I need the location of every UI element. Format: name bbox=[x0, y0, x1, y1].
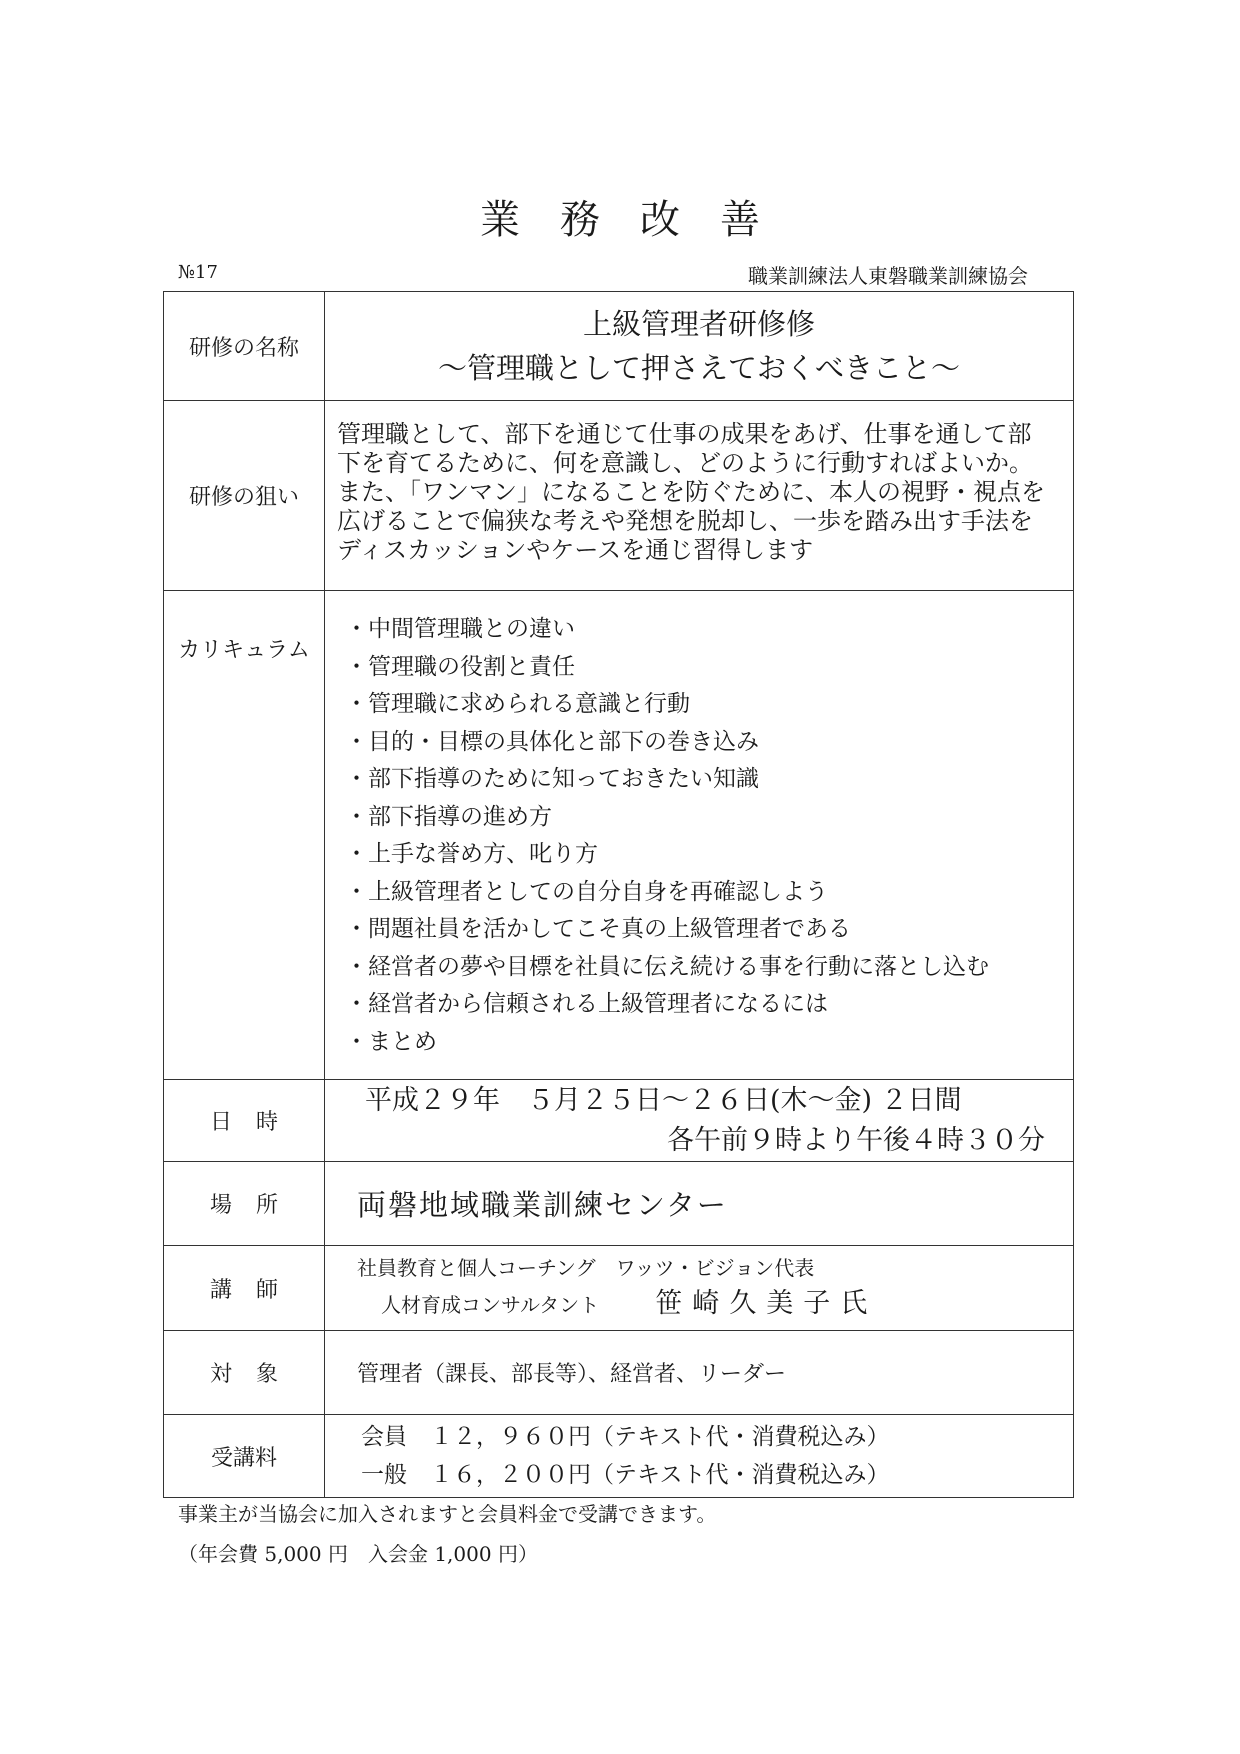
list-item: ・ 管理職の役割と責任 bbox=[345, 649, 1073, 687]
course-name-cell bbox=[325, 292, 1074, 401]
instructor-line2 bbox=[325, 1285, 1073, 1326]
organization-name: 職業訓練法人東磐職業訓練協会 bbox=[748, 264, 1028, 288]
aim-line: 広げることで偏狭な考えや発想を脱却し、一歩を踏み出す手法を bbox=[337, 507, 1033, 535]
list-item: ・ まとめ bbox=[345, 1024, 1073, 1062]
membership-note: 事業主が当協会に加入されますと会員料金で受講できます。 bbox=[178, 1502, 717, 1526]
list-item: ・ 経営者から信頼される上級管理者になるには bbox=[345, 986, 1073, 1024]
aim-cell bbox=[325, 401, 1074, 591]
target-cell bbox=[325, 1331, 1074, 1415]
aim-text bbox=[325, 420, 1073, 565]
curriculum-cell bbox=[325, 591, 1074, 1080]
document-number: №17 bbox=[178, 262, 218, 283]
list-item: ・ 上手な誉め方、叱り方 bbox=[345, 836, 1073, 874]
course-name-row bbox=[164, 292, 1074, 401]
list-item: ・ 経営者の夢や目標を社員に伝え続ける事を行動に落とし込む bbox=[345, 949, 1073, 987]
aim-line: ディスカッションやケースを通じ習得します bbox=[337, 536, 814, 564]
page-title: 業務改善 bbox=[480, 197, 800, 243]
fee-general: 一般 １６，２００円（テキスト代・消費税込み） bbox=[361, 1462, 890, 1488]
fee-cell bbox=[325, 1415, 1074, 1498]
instructor-row bbox=[164, 1246, 1074, 1331]
course-name-label: 研修の名称 bbox=[164, 292, 325, 401]
aim-line: 下を育てるために、何を意識し、どのように行動すればよいか。 bbox=[337, 449, 1033, 477]
aim-line: 管理職として、部下を通じて仕事の成果をあげ、仕事を通して部 bbox=[337, 420, 1032, 448]
curriculum-label: カリキュラム bbox=[164, 591, 325, 1080]
target-label: 対象 bbox=[164, 1331, 325, 1415]
instructor-role: 人材育成コンサルタント bbox=[381, 1292, 600, 1317]
aim-label: 研修の狙い bbox=[164, 401, 325, 591]
aim-row bbox=[164, 401, 1074, 591]
datetime-cell bbox=[325, 1080, 1074, 1162]
datetime-dates: 平成２９年 ５月２５日～２６日(木～金) ２日間 bbox=[365, 1084, 962, 1116]
curriculum-list bbox=[325, 591, 1073, 1061]
fee-row bbox=[164, 1415, 1074, 1498]
curriculum-row bbox=[164, 591, 1074, 1080]
list-item: ・ 目的・目標の具体化と部下の巻き込み bbox=[345, 724, 1073, 762]
venue-value: 両磐地域職業訓練センター bbox=[357, 1188, 728, 1222]
list-item: ・ 問題社員を活かしてこそ真の上級管理者である bbox=[345, 911, 1073, 949]
instructor-label: 講師 bbox=[164, 1246, 325, 1331]
course-info-table bbox=[163, 291, 1074, 1498]
list-item: ・ 部下指導のために知っておきたい知識 bbox=[345, 761, 1073, 799]
venue-label: 場所 bbox=[164, 1162, 325, 1246]
list-item: ・ 中間管理職との違い bbox=[345, 611, 1073, 649]
venue-cell bbox=[325, 1162, 1074, 1246]
list-item: ・ 管理職に求められる意識と行動 bbox=[345, 686, 1073, 724]
course-name-line2: ～管理職として押さえておくべきこと～ bbox=[437, 351, 960, 385]
datetime-hours: 各午前９時より午後４時３０分 bbox=[667, 1124, 1045, 1156]
instructor-cell bbox=[325, 1246, 1074, 1331]
target-row bbox=[164, 1331, 1074, 1415]
membership-fee-note: （年会費 5,000 円 入会金 1,000 円） bbox=[178, 1542, 538, 1566]
venue-row bbox=[164, 1162, 1074, 1246]
fee-label: 受講料 bbox=[164, 1415, 325, 1498]
instructor-affiliation: 社員教育と個人コーチング ワッツ・ビジョン代表 bbox=[357, 1255, 815, 1280]
list-item: ・ 部下指導の進め方 bbox=[345, 799, 1073, 837]
fee-member: 会員 １２，９６０円（テキスト代・消費税込み） bbox=[361, 1424, 890, 1450]
datetime-row bbox=[164, 1080, 1074, 1162]
list-item: ・ 上級管理者としての自分自身を再確認しよう bbox=[345, 874, 1073, 912]
instructor-name: 笹崎久美子氏 bbox=[655, 1287, 878, 1319]
aim-line: また、「ワンマン」になることを防ぐために、本人の視野・視点を bbox=[337, 478, 1045, 506]
target-value: 管理者（課長、部長等）、経営者、リーダー bbox=[357, 1362, 787, 1387]
datetime-label: 日時 bbox=[164, 1080, 325, 1162]
course-name-line1: 上級管理者研修修 bbox=[582, 307, 815, 341]
